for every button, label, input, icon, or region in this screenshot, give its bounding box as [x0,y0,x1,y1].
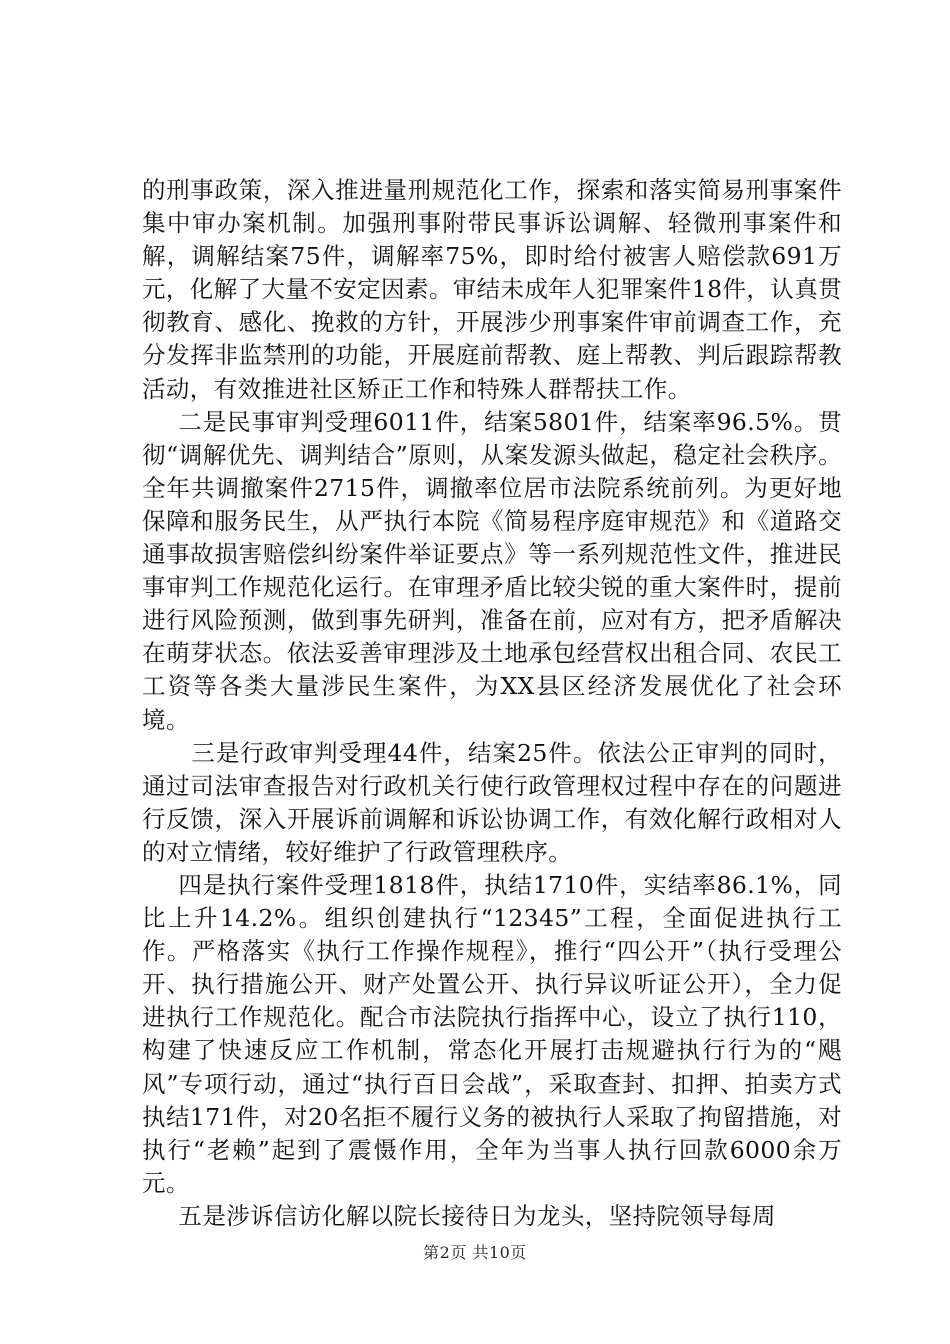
paragraph-administrative-trial: 三是行政审判受理44件，结案25件。依法公正审判的同时，通过司法审查报告对行政机关行使行政管理权过程中存在的问题进行反馈，深入开展诉前调解和诉讼协调工作，有效化解行政相对人的对立情绪，较好维护了行政管理秩序。 [142,738,842,866]
page-footer: 第2页 共10页 [423,1243,527,1262]
paragraph-criminal-continued: 的刑事政策，深入推进量刑规范化工作，探索和落实简易刑事案件集中审办案机制。加强刑事附带民事诉讼调解、轻微刑事案件和解，调解结案75件，调解率75%，即时给付被害人赔偿款691万元，化解了大量不安定因素。审结未成年人犯罪案件18件，认真贯彻教育、感化、挽救的方针，开展涉少刑事案件审前调查工作，充分发挥非监禁刑的功能，开展庭前帮教、庭上帮教、判后跟踪帮教活动，有效推进社区矫正工作和特殊人群帮扶工作。 [142,176,842,403]
paragraph-petition: 五是涉诉信访化解以院长接待日为龙头，坚持院领导每周 [178,1201,776,1230]
paragraph-enforcement: 四是执行案件受理1818件，执结1710件，实结率86.1%，同比上升14.2%。组织创建执行“12345”工程，全面促进执行工作。严格落实《执行工作操作规程》，推行“四公开”（执行受理公开、执行措施公开、财产处置公开、执行异议听证公开），全力促进执行工作规范化。配合市法院执行指挥中心，设立了执行110，构建了快速反应工作机制，常态化开展打击规避执行行为的“飓风”专项行动，通过“执行百日会战”，采取查封、扣押、拍卖方式执结171件，对20名拒不履行义务的被执行人采取了拘留措施，对执行“老赖”起到了震慑作用，全年为当事人执行回款6000余万元。 [142,870,842,1197]
paragraph-civil-trial: 二是民事审判受理6011件，结案5801件，结案率96.5%。贯彻“调解优先、调判结合”原则，从案发源头做起，稳定社会秩序。全年共调撤案件2715件，调撤率位居市法院系统前列。为更好地保障和服务民生，从严执行本院《简易程序庭审规范》和《道路交通事故损害赔偿纠纷案件举证要点》等一系列规范性文件，推进民事审判工作规范化运行。在审理矛盾比较尖锐的重大案件时，提前进行风险预测，做到事先研判，准备在前，应对有方，把矛盾解决在萌芽状态。依法妥善审理涉及土地承包经营权出租合同、农民工工资等各类大量涉民生案件，为XX县区经济发展优化了社会环境。 [142,407,842,734]
document-body [142,174,842,1233]
